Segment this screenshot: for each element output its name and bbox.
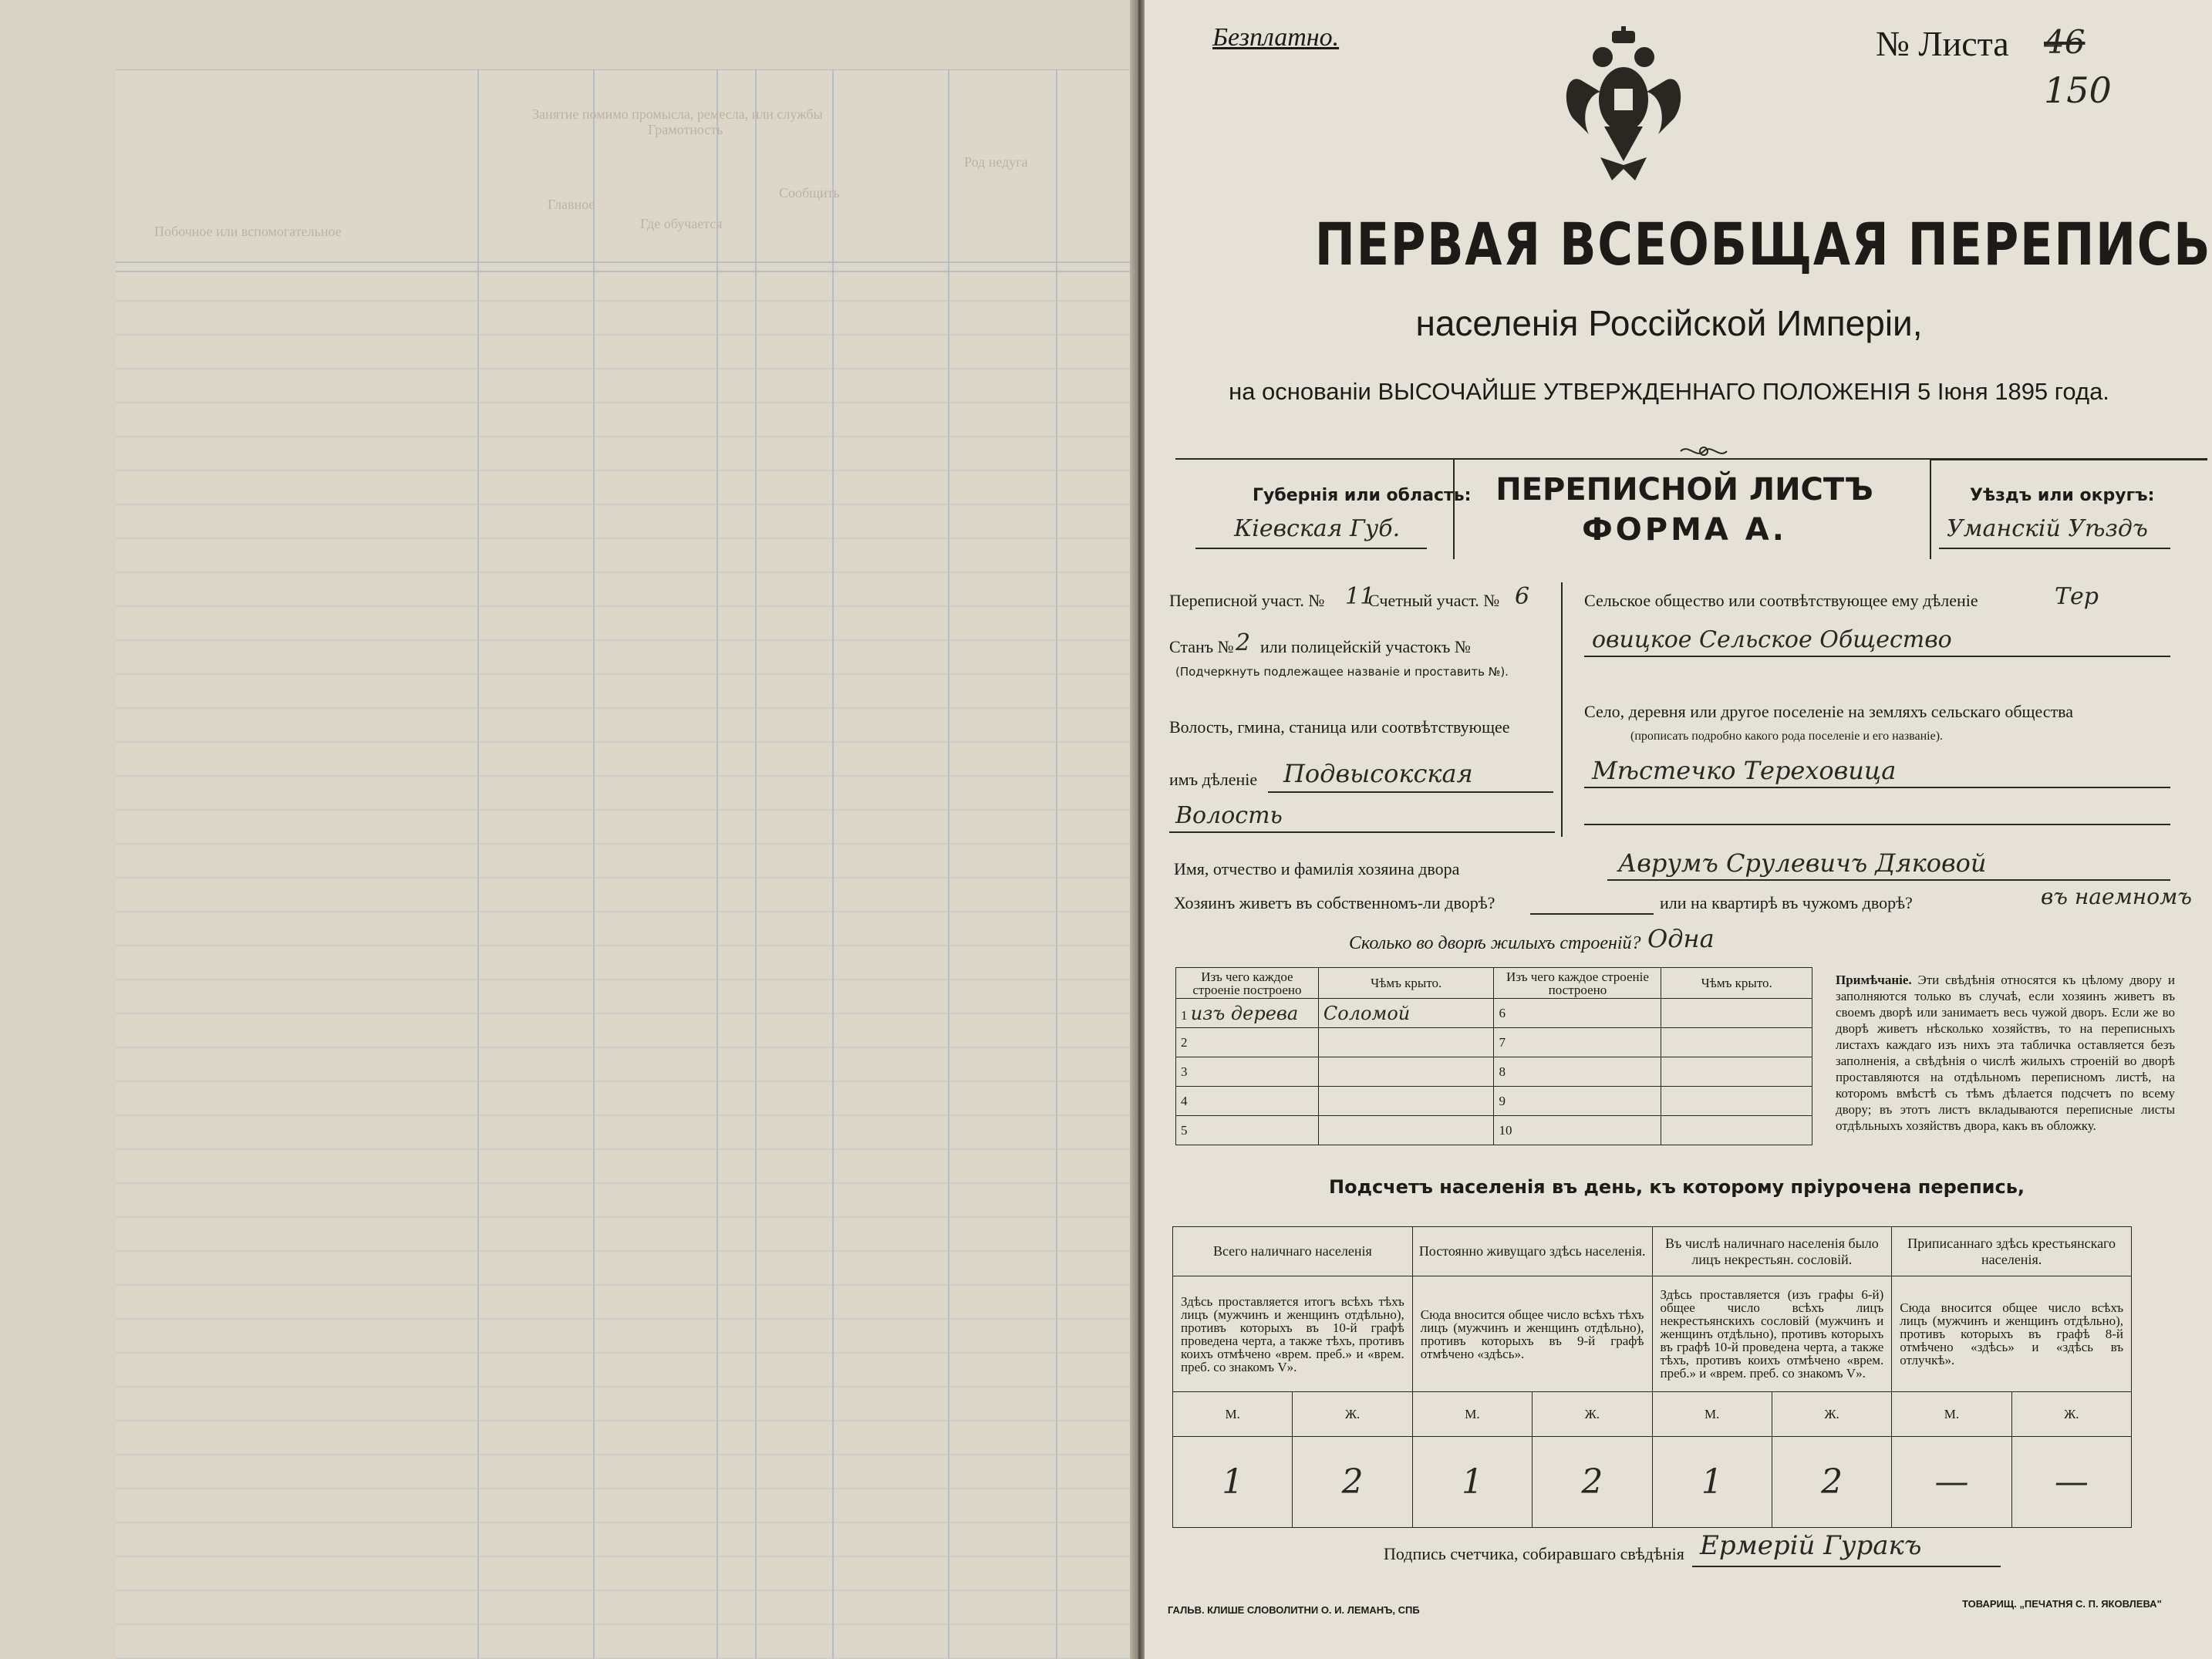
building-row: 9 — [1494, 1087, 1661, 1116]
col-material-left: Изъ чего каждое строеніе построено — [1176, 968, 1319, 999]
building-row: 8 — [1494, 1057, 1661, 1087]
count-col-desc: Сюда вносится общее число всѣхъ лицъ (мужчинъ и женщинъ отдѣльно), противъ которыхъ въ графѣ 8-й отмѣчено «здѣсь» и «здѣсь въ отлучкѣ». — [1892, 1276, 2132, 1392]
sheet-number-label: № Листа — [1876, 24, 2009, 63]
uezd-label: Уѣздъ или округъ: — [1970, 486, 2155, 505]
left-header-1: Занятие помимо промысла, ремесла, или службы — [532, 106, 823, 122]
society-value-2: овицкое Сельское Общество — [1592, 626, 1952, 653]
volost-value: Подвысокская — [1283, 759, 1473, 788]
village-label: Село, деревня или другое поселеніе на земляхъ сельскаго общества — [1584, 702, 2074, 721]
total-female: 2 — [1341, 1462, 1364, 1502]
left-subheader-3: Где обучается — [640, 216, 723, 231]
female-label: Ж. — [1772, 1392, 1891, 1437]
female-label: Ж. — [2011, 1392, 2131, 1437]
count-title: Подсчетъ населенія въ день, къ которому пріурочена перепись, — [1329, 1176, 2025, 1198]
form-title: ПЕРЕПИСНОЙ ЛИСТЪ — [1495, 472, 1873, 507]
left-page-form-area — [116, 69, 1137, 1659]
non-peasant-female: 2 — [1821, 1462, 1843, 1502]
fields-divider — [1561, 582, 1563, 837]
female-label: Ж. — [1293, 1392, 1412, 1437]
building-row: 1 изъ дерева — [1176, 999, 1319, 1028]
total-male: 1 — [1222, 1462, 1244, 1502]
census-district-value: 11 — [1345, 583, 1375, 610]
village-note: (прописать подробно какого рода поселеніе и его названіе). — [1630, 730, 1944, 743]
signature-value: Ермерій Гуракъ — [1700, 1530, 1922, 1561]
owner-value: Аврумъ Срулевичъ Дяковой — [1618, 848, 1987, 878]
police-district-label: или полицейскій участокъ № — [1260, 637, 1471, 656]
sheet-number-corrected: 150 — [2044, 69, 2112, 111]
count-col-header: Въ числѣ наличнаго населенія было лицъ некрестьян. сословій. — [1652, 1227, 1892, 1276]
non-peasant-male: 1 — [1701, 1462, 1723, 1502]
count-col-desc: Здѣсь проставляется итогъ всѣхъ тѣхъ лицъ (мужчинъ и женщинъ отдѣльно), противъ которыхъ въ 10-й графѣ проведена черта, а также тѣхъ, противъ коихъ отмѣчено «врем. преб.» и «врем. преб. со знакомъ V». — [1173, 1276, 1413, 1392]
volost-label-2: имъ дѣленіе — [1169, 770, 1258, 789]
count-district-value: 6 — [1515, 583, 1530, 610]
building-row: 2 — [1176, 1028, 1319, 1057]
building-row: 3 — [1176, 1057, 1319, 1087]
peasant-female: — — [2054, 1462, 2089, 1502]
note-block — [1836, 972, 2175, 1134]
count-col-header: Приписаннаго здѣсь крестьянскаго населенія. — [1892, 1227, 2132, 1276]
col-roof-right: Чѣмъ крыто. — [1661, 968, 1812, 999]
buildings-table — [1175, 967, 1812, 1145]
free-label: Безплатно. — [1212, 23, 1340, 52]
building-row: 7 — [1494, 1028, 1661, 1057]
underline-note: (Подчеркнуть подлежащее названіе и проставить №). — [1175, 665, 1509, 679]
note-text: Эти свѣдѣнія относятся къ цѣлому двору и заполняются только въ случаѣ, если хозяинъ живетъ въ своемъ дворѣ или занимаетъ весь чужой дворъ. Если же во дворѣ живетъ нѣсколько хозяйствъ, то на переписныхъ листахъ каждаго изъ нихъ эта табличка оставляется безъ заполненія, а свѣдѣнія о числѣ жилыхъ строеній во дворѣ проставляются на отдѣльномъ переписномъ листѣ, на которомъ вмѣстѣ съ тѣмъ дѣлается подсчетъ по всему двору; въ этотъ листъ вкладываются переписные листы отдѣльныхъ хозяйствъ двора, какъ въ обложку. — [1836, 973, 2175, 1133]
gubernia-value: Кіевская Губ. — [1234, 515, 1401, 542]
col-material-right: Изъ чего каждое строеніе построено — [1494, 968, 1661, 999]
building-row: 5 — [1176, 1116, 1319, 1145]
form-subtitle: ФОРМА А. — [1582, 512, 1787, 548]
buildings-label: Сколько во дворѣ жилыхъ строеній? — [1349, 933, 1641, 953]
peasant-male: — — [1934, 1462, 1969, 1502]
male-label: М. — [1652, 1392, 1772, 1437]
building-row: 10 — [1494, 1116, 1661, 1145]
male-label: М. — [1173, 1392, 1293, 1437]
col-roof-left: Чѣмъ крыто. — [1318, 968, 1494, 999]
census-district-label: Переписной участ. № — [1169, 591, 1325, 610]
left-subheader-1: Главное — [548, 197, 595, 212]
society-value: Тер — [2055, 583, 2099, 610]
sheet-number-original: 46 — [2044, 23, 2086, 61]
buildings-value: Одна — [1647, 924, 1715, 953]
left-header-3: Сообщить — [779, 185, 840, 201]
note-title: Примѣчаніе. — [1836, 973, 1912, 987]
building-row: 4 — [1176, 1087, 1319, 1116]
count-col-desc: Сюда вносится общее число всѣхъ тѣхъ лицъ (мужчинъ и женщинъ отдѣльно), противъ которыхъ въ 9-й графѣ отмѣчено «здѣсь». — [1412, 1276, 1652, 1392]
census-subtitle: населенія Россійской Имперіи, — [1415, 303, 1923, 343]
count-col-header: Постоянно живущаго здѣсь населенія. — [1412, 1227, 1652, 1276]
residence-label: Хозяинъ живетъ въ собственномъ-ли дворѣ? — [1174, 893, 1495, 912]
uezd-value: Уманскій Уѣздъ — [1947, 515, 2148, 542]
apartment-label: или на квартирѣ въ чужомъ дворѣ? — [1660, 893, 1913, 912]
building-roof: Соломой — [1318, 999, 1494, 1028]
footer-left: ГАЛЬВ. КЛИШЕ СЛОВОЛИТНИ О. И. ЛЕМАНЪ, СПБ — [1168, 1604, 1420, 1616]
stan-value: 2 — [1236, 629, 1251, 656]
signature-label: Подпись счетчика, собиравшаго свѣдѣнія — [1384, 1544, 1684, 1563]
count-col-header: Всего наличнаго населенія — [1173, 1227, 1413, 1276]
census-basis: на основаніи ВЫСОЧАЙШЕ УТВЕРЖДЕННАГО ПОЛОЖЕНІЯ 5 Іюня 1895 года. — [1229, 378, 2109, 405]
permanent-female: 2 — [1581, 1462, 1603, 1502]
left-page-grid — [116, 69, 1137, 1659]
left-header-4: Род недуга — [964, 154, 1028, 170]
census-form-page — [1145, 0, 2212, 1659]
village-value: Мѣстечко Тереховица — [1592, 756, 1897, 785]
footer-right: ТОВАРИЩ. „ПЕЧАТНЯ С. П. ЯКОВЛЕВА" — [1962, 1598, 2162, 1610]
gubernia-label: Губернія или область: — [1253, 486, 1472, 505]
double-headed-eagle-icon — [1558, 26, 1689, 188]
count-col-desc: Здѣсь проставляется (изъ графы 6-й) общее число всѣхъ лицъ некрестьянскихъ сословій (мужчинъ и женщинъ отдѣльно), противъ которыхъ въ графѣ 10-й проведена черта, а также тѣхъ, противъ коихъ отмѣчено «врем. преб.» и «врем. преб. со знакомъ V». — [1652, 1276, 1892, 1392]
left-subheader-2: Побочное или вспомогательное — [154, 224, 342, 239]
census-title: ПЕРВАЯ ВСЕОБЩАЯ ПЕРЕПИСЬ — [1314, 210, 2212, 278]
female-label: Ж. — [1533, 1392, 1652, 1437]
volost-value-2: Волость — [1175, 802, 1283, 829]
male-label: М. — [1892, 1392, 2011, 1437]
left-header-2: Грамотность — [648, 122, 723, 137]
permanent-male: 1 — [1461, 1462, 1483, 1502]
society-label: Сельское общество или соотвѣтствующее ему дѣленіе — [1584, 591, 1978, 610]
stan-label: Станъ № — [1169, 637, 1234, 656]
building-row: 6 — [1494, 999, 1661, 1028]
male-label: М. — [1412, 1392, 1532, 1437]
apartment-value: въ наемномъ — [2041, 884, 2192, 909]
owner-label: Имя, отчество и фамилія хозяина двора — [1174, 859, 1460, 878]
volost-label: Волость, гмина, станица или соотвѣтствующее — [1169, 717, 1510, 737]
population-count-table — [1172, 1226, 2132, 1528]
count-district-label: Счетный участ. № — [1368, 591, 1500, 610]
